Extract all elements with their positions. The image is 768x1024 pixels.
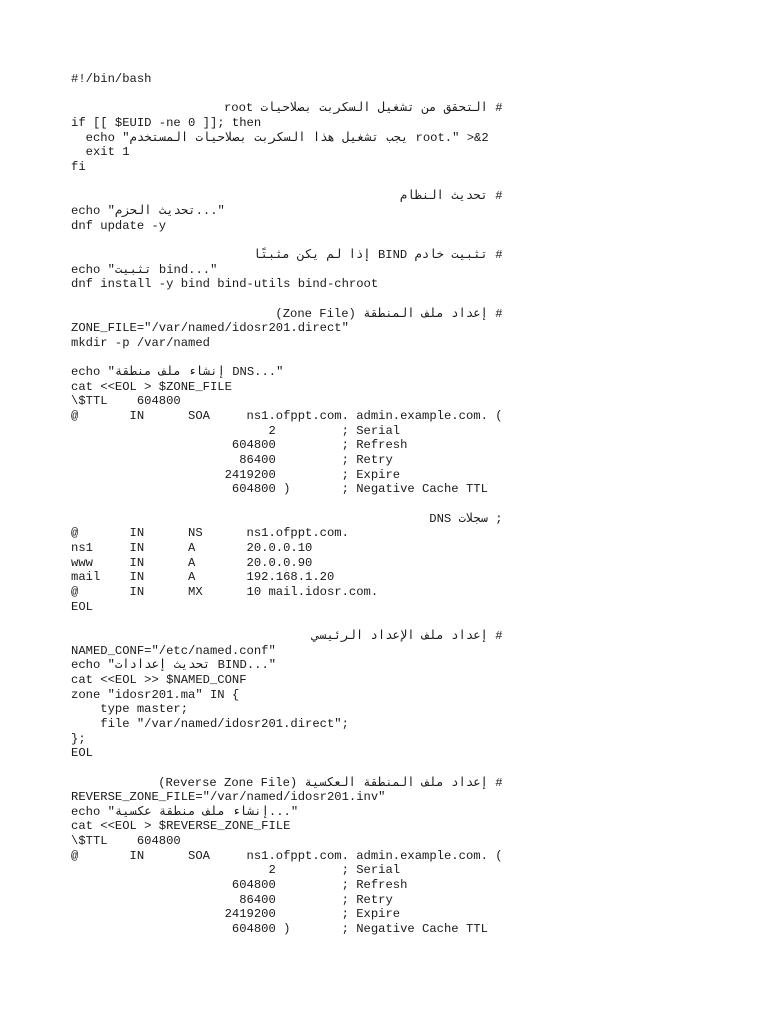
bash-script-listing: #!/bin/bash # التحقق من تشغيل السكربت بصلاحيات root if [[ $EUID -ne 0 ]]; then echo "يجب تشغيل هذا السكربت بصلاحيات المستخدم root." >&2 exit 1 fi # تحديث النظام echo "تحديث الحزم..." dnf update -y # تثبيت خادم BIND إذا لم يكن مثبتًا echo "تثبيت bind..." dnf install -y bind bind-utils bind-chroot # إعداد ملف المنطقة (Zone File) ZONE_FILE="/var/named/idosr201.direct" mkdir -p /var/named echo "إنشاء ملف منطقة DNS..." cat <<EOL > $ZONE_FILE \$TTL 604800 @ IN SOA ns1.ofppt.com. admin.example.com. ( 2 ; Serial 604800 ; Refresh 86400 ; Retry 2419200 ; Expire 604800 ) ; Negative Cache TTL ; سجلات DNS @ IN NS ns1.ofppt.com. ns1 IN A 20.0.0.10 www IN A 20.0.0.90 mail IN A 192.168.1.20 @ IN MX 10 mail.idosr.com. EOL # إعداد ملف الإعداد الرئيسي NAMED_CONF="/etc/named.conf" echo "تحديث إعدادات BIND..." cat <<EOL >> $NAMED_CONF zone "idosr201.ma" IN { type master; file "/var/named/idosr201.direct"; }; EOL # إعداد ملف المنطقة العكسية (Reverse Zone File) REVERSE_ZONE_FILE="/var/named/idosr201.inv" echo "إنشاء ملف منطقة عكسية..." cat <<EOL > $REVERSE_ZONE_FILE \$TTL 604800 @ IN SOA ns1.ofppt.com. admin.example.com. ( 2 ; Serial 604800 ; Refresh 86400 ; Retry 2419200 ; Expire 604800 ) ; Negative Cache TTL [71,72,503,937]
